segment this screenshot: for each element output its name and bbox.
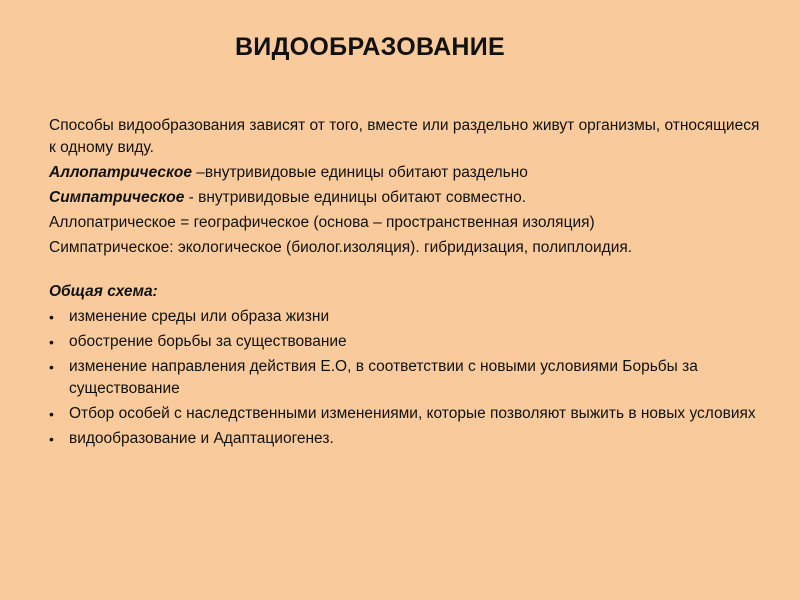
scheme-heading: Общая схема: [49,283,158,300]
allopatric-line: Аллопатрическое = географическое (основа – пространственная изоляция) [49,214,595,231]
list-item [49,403,769,425]
list-item-text: изменение направления действия Е.О, в соответствии с новыми условиями Борьбы за существование [69,358,698,397]
bullet-icon: • [49,334,54,350]
list-item [49,356,769,400]
sympatric-definition [49,187,769,209]
scheme-list [49,306,769,450]
list-item-text: видообразование и Адаптациогенез. [69,430,334,447]
bullet-icon: • [49,406,54,422]
intro-paragraph: Способы видообразования зависят от того, вместе или раздельно живут организмы, относящиеся к одному виду. [49,117,760,156]
bullet-icon: • [49,431,54,447]
allopatric-text: –внутривидовые единицы обитают раздельно [191,164,528,181]
list-item [49,331,769,353]
allopatric-definition [49,162,769,184]
list-item [49,306,769,328]
list-item [49,428,769,450]
bullet-icon: • [49,359,54,375]
sympatric-term: Симпатрическое [49,189,185,206]
bullet-icon: • [49,309,54,325]
slide-content [49,115,769,453]
list-item-text: обострение борьбы за существование [69,333,347,350]
sympatric-line: Симпатрическое: экологическое (биолог.изоляция). гибридизация, полиплоидия. [49,239,633,256]
allopatric-term: Аллопатрическое [49,164,192,181]
slide-title: ВИДООБРАЗОВАНИЕ [234,33,506,61]
sympatric-text: - внутривидовые единицы обитают совместно. [184,189,527,206]
list-item-text: Отбор особей с наследственными изменениями, которые позволяют выжить в новых условиях [69,405,756,422]
list-item-text: изменение среды или образа жизни [69,308,330,325]
